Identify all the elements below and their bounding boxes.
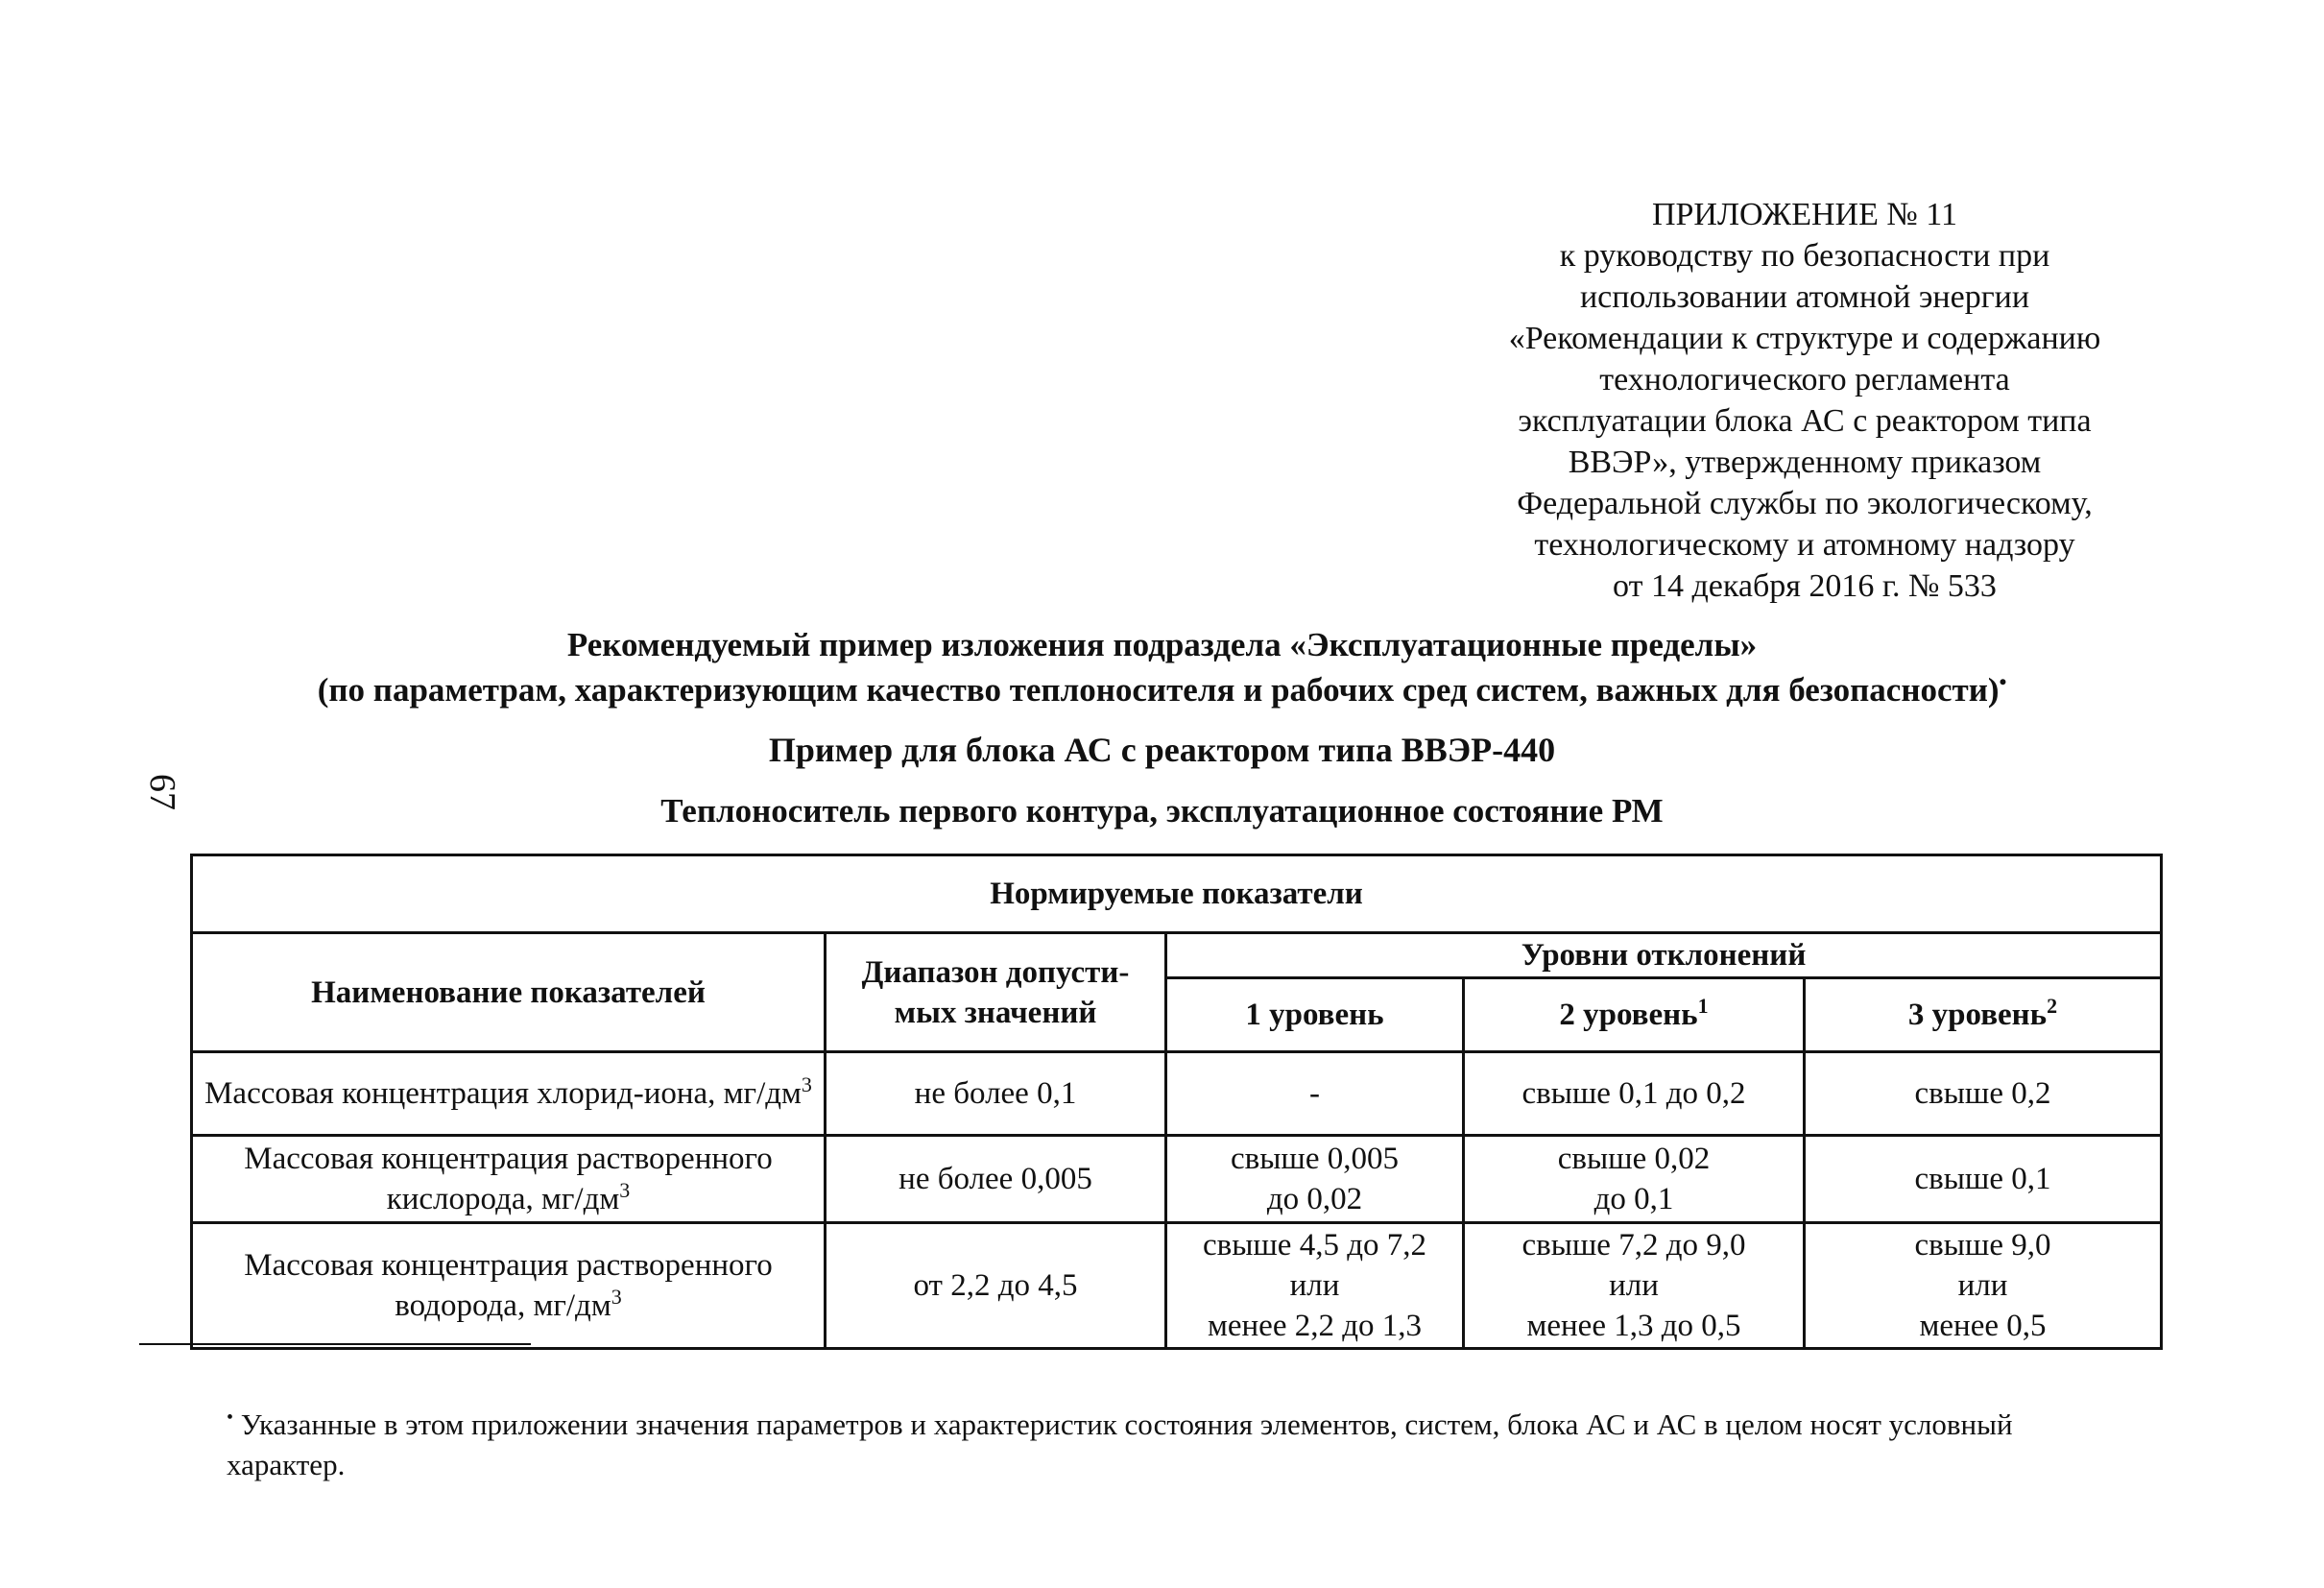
col-header-level2 bbox=[1464, 978, 1805, 1052]
value-line: до 0,1 bbox=[1593, 1182, 1674, 1216]
col-header-levels: Уровни отклонений bbox=[1166, 933, 2162, 978]
appendix-line: ПРИЛОЖЕНИЕ № 11 bbox=[1651, 197, 1958, 232]
value-line: - bbox=[1309, 1076, 1320, 1111]
value-line: или bbox=[1957, 1268, 2008, 1303]
unit-sup: 3 bbox=[619, 1178, 631, 1202]
table-subtitle: Теплоноситель первого контура, эксплуатационное состояние РМ bbox=[660, 792, 1664, 830]
section-heading: Рекомендуемый пример изложения подраздела «Эксплуатационные пределы» bbox=[566, 626, 1758, 663]
level2-value bbox=[1464, 1136, 1805, 1223]
appendix-line: использовании атомной энергии bbox=[1579, 279, 2030, 315]
col-header-level1: 1 уровень bbox=[1166, 978, 1464, 1052]
appendix-line: ВВЭР», утвержденному приказом bbox=[1568, 445, 2042, 480]
value-line: до 0,02 bbox=[1266, 1182, 1363, 1216]
level3-label: 3 уровень bbox=[1907, 998, 2048, 1032]
allowed-range: от 2,2 до 4,5 bbox=[826, 1223, 1166, 1349]
value-line: свыше 7,2 до 9,0 bbox=[1521, 1228, 1746, 1263]
level3-value bbox=[1805, 1223, 2162, 1349]
level2-value bbox=[1464, 1223, 1805, 1349]
example-heading: Пример для блока АС с реактором типа ВВЭР-440 bbox=[768, 731, 1556, 769]
indicator-name bbox=[192, 1052, 826, 1136]
value-line: свыше 4,5 до 7,2 bbox=[1203, 1228, 1426, 1263]
appendix-line: к руководству по безопасности при bbox=[1559, 238, 2050, 274]
indicator-name-text: Массовая концентрация растворенного водорода, мг/дм bbox=[244, 1248, 773, 1323]
level3-value bbox=[1805, 1136, 2162, 1223]
level2-label: 2 уровень bbox=[1559, 998, 1698, 1032]
value-line: свыше 9,0 bbox=[1914, 1228, 2051, 1263]
appendix-line: эксплуатации блока АС с реактором типа bbox=[1518, 403, 2092, 439]
value-line: или bbox=[1289, 1268, 1340, 1303]
footnote-text: Указанные в этом приложении значения параметров и характеристик состояния элементов, систем, блока АС и АС в целом носят условный характер. bbox=[227, 1408, 2013, 1481]
value-line: свыше 0,005 bbox=[1231, 1142, 1399, 1176]
level2-sup: 1 bbox=[1697, 994, 1709, 1018]
value-line: свыше 0,2 bbox=[1914, 1076, 2051, 1111]
appendix-line: технологического регламента bbox=[1599, 362, 2010, 397]
norms-table bbox=[190, 854, 2163, 1350]
level3-sup: 2 bbox=[2047, 994, 2058, 1018]
section-heading-params bbox=[0, 671, 2324, 710]
col-header-name: Наименование показателей bbox=[192, 933, 826, 1052]
value-line: или bbox=[1609, 1268, 1659, 1303]
value-line: свыше 0,1 до 0,2 bbox=[1521, 1076, 1746, 1111]
allowed-range: не более 0,005 bbox=[826, 1136, 1166, 1223]
value-line: менее 1,3 до 0,5 bbox=[1526, 1309, 1741, 1343]
footnote-mark: • bbox=[1999, 669, 2007, 694]
footnote-marker: • bbox=[227, 1407, 234, 1429]
appendix-reference bbox=[1469, 194, 2141, 607]
footnote-divider bbox=[139, 1343, 531, 1345]
indicator-name-text: Массовая концентрация хлорид-иона, мг/дм bbox=[204, 1076, 802, 1111]
col-header-level3 bbox=[1805, 978, 2162, 1052]
level1-value bbox=[1166, 1052, 1464, 1136]
indicator-name bbox=[192, 1136, 826, 1223]
indicator-name bbox=[192, 1223, 826, 1349]
value-line: свыше 0,02 bbox=[1557, 1142, 1711, 1176]
indicator-name-text: Массовая концентрация растворенного кислорода, мг/дм bbox=[244, 1142, 773, 1216]
level2-value bbox=[1464, 1052, 1805, 1136]
level1-value bbox=[1166, 1136, 1464, 1223]
appendix-line: технологическому и атомному надзору bbox=[1534, 527, 2075, 563]
footnote bbox=[227, 1405, 2108, 1485]
table-row bbox=[192, 1052, 2162, 1136]
page-number: 67 bbox=[142, 774, 182, 810]
appendix-line: «Рекомендации к структуре и содержанию bbox=[1508, 321, 2101, 356]
level3-value bbox=[1805, 1052, 2162, 1136]
level1-value bbox=[1166, 1223, 1464, 1349]
allowed-range: не более 0,1 bbox=[826, 1052, 1166, 1136]
unit-sup: 3 bbox=[801, 1072, 812, 1096]
appendix-line: Федеральной службы по экологическому, bbox=[1517, 486, 2093, 521]
value-line: свыше 0,1 bbox=[1914, 1162, 2051, 1196]
col-header-range: Диапазон допусти-мых значений bbox=[826, 933, 1166, 1052]
unit-sup: 3 bbox=[611, 1285, 622, 1309]
value-line: менее 2,2 до 1,3 bbox=[1207, 1309, 1423, 1343]
table-row bbox=[192, 1223, 2162, 1349]
table-row bbox=[192, 1136, 2162, 1223]
table-title: Нормируемые показатели bbox=[192, 855, 2162, 933]
value-line: менее 0,5 bbox=[1919, 1309, 2047, 1343]
appendix-line: от 14 декабря 2016 г. № 533 bbox=[1613, 568, 1997, 604]
section-heading-params-text: (по параметрам, характеризующим качество теплоносителя и рабочих сред систем, важных для безопасности) bbox=[317, 671, 2000, 709]
